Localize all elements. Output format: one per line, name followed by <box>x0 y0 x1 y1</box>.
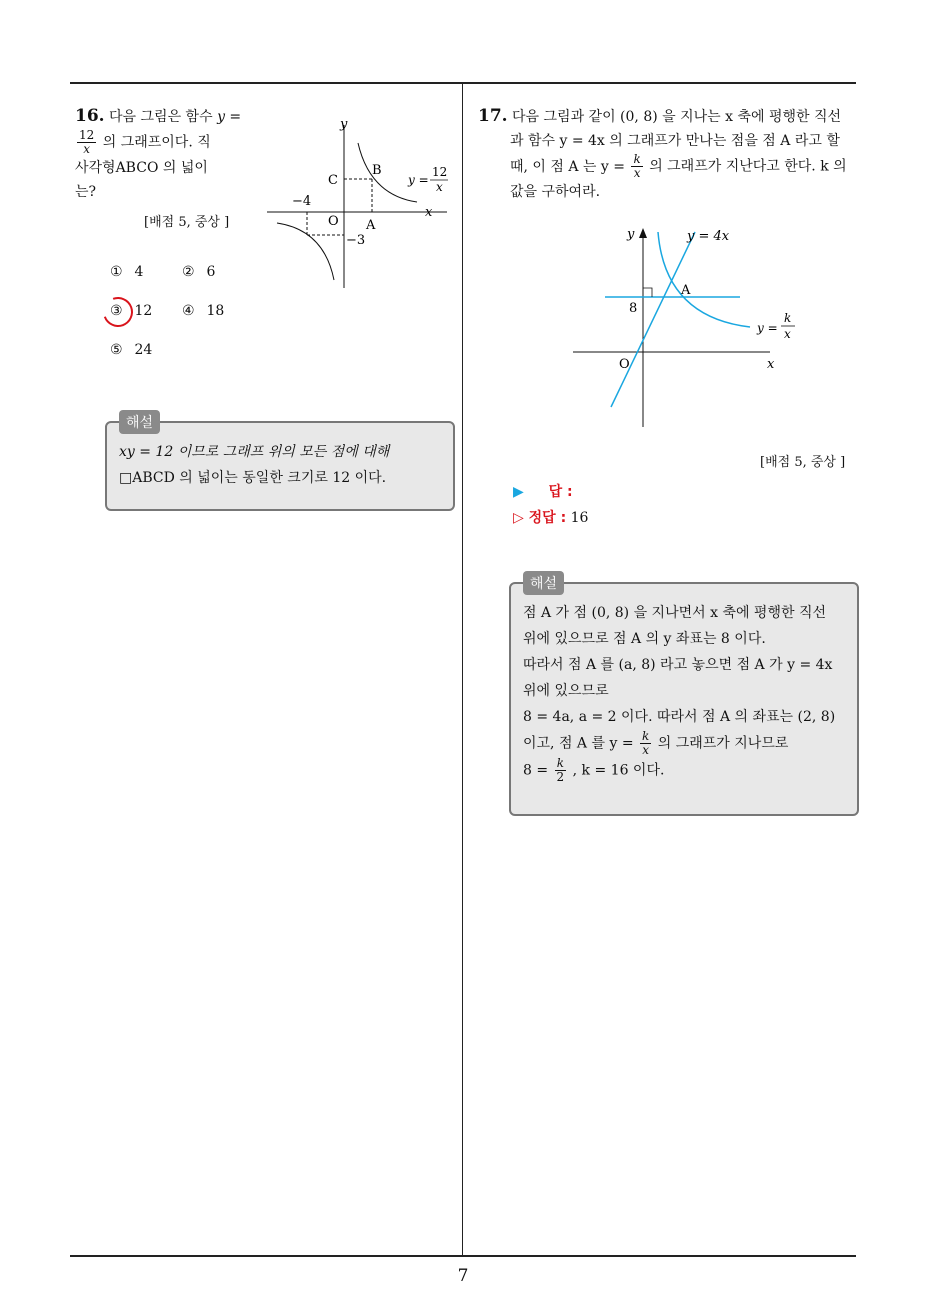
q17-explanation-line6b: 의 그래프가 지나므로 <box>657 735 789 752</box>
q16-choice-2-mark: ② <box>182 264 195 280</box>
q16-text-3: 사각형ABCO 의 넓이 <box>75 160 208 176</box>
q16-choice-1-value: 4 <box>134 264 144 280</box>
q17-explanation-frac1 <box>640 730 651 757</box>
q17-graph <box>565 222 805 432</box>
q17-fraction <box>631 153 642 180</box>
q16-label-b: B <box>372 163 382 178</box>
q16-choice-4-mark: ④ <box>182 303 195 319</box>
q17-right-angle <box>643 288 652 297</box>
q17-explanation-line6a: 이고, 점 A 를 y = <box>523 735 634 752</box>
q17-line2: 과 함수 y = 4x 의 그래프가 만나는 점을 점 A 라고 할 <box>510 133 840 149</box>
q17-label-8: 8 <box>629 301 638 316</box>
q16-choice-5-mark: ⑤ <box>110 342 123 358</box>
q16-choice-4-value: 18 <box>206 303 225 319</box>
q16-curve-q3 <box>277 223 334 280</box>
q17-explanation-frac1-num: k <box>642 729 650 743</box>
q17-explanation-line1: 점 A 가 점 (0, 8) 을 지나면서 x 축에 평행한 직선 <box>523 605 827 621</box>
q16-text-1: 다음 그림은 함수 <box>109 109 213 125</box>
q17-line3b: 의 그래프가 지난다고 한다. k 의 <box>649 158 847 175</box>
q16-score-meta: [배점 5, 중상 ] <box>144 215 230 230</box>
q17-score-meta: [배점 5, 중상 ] <box>760 455 846 470</box>
q16-label-neg3: −3 <box>346 233 366 248</box>
q16-curve-num: 12 <box>432 165 448 179</box>
q17-line-4x <box>611 232 695 407</box>
q16-eq: y = <box>217 109 242 125</box>
q16-y-label: y <box>340 117 348 132</box>
q17-explanation-frac2 <box>555 757 567 784</box>
selected-answer-circle <box>98 292 138 332</box>
q17-explanation-line2: 위에 있으므로 점 A 의 y 좌표는 8 이다. <box>523 631 766 647</box>
q16-text-4: 는? <box>75 184 97 200</box>
q17-curve-num: k <box>784 311 792 325</box>
q17-label-o: O <box>619 357 630 372</box>
q17-explanation-line7 <box>523 757 845 784</box>
q17-curve-den: x <box>784 327 791 341</box>
q17-y-arrow <box>639 228 647 238</box>
q17-explanation-line5: 8 = 4a, a = 2 이다. 따라서 점 A 의 좌표는 (2, 8) <box>523 709 836 725</box>
q16-label-o: O <box>328 214 339 229</box>
top-rule <box>70 82 856 84</box>
q16-choice-5[interactable] <box>110 342 152 358</box>
q17-line4: 값을 구하여라. <box>510 184 601 200</box>
q17-explanation-tag: 해설 <box>523 571 564 595</box>
q16-choice-2-value: 6 <box>206 264 216 280</box>
bottom-rule <box>70 1255 856 1257</box>
q17-label-a: A <box>681 283 691 298</box>
q16-choice-2[interactable] <box>182 264 215 280</box>
q16-explanation-box <box>105 421 455 511</box>
q16-choice-3-value: 12 <box>134 303 153 319</box>
q17-correct-label: ▷ 정답 : <box>513 510 567 526</box>
q16-fraction <box>77 129 96 156</box>
q17-explanation-frac2-num: k <box>555 757 567 771</box>
q17-y-label: y <box>627 227 635 242</box>
q16-label-neg4: −4 <box>292 194 312 209</box>
q17-line-label: y = 4x <box>687 229 730 244</box>
q17-correct-value: 16 <box>570 510 589 526</box>
q16-frac-den: x <box>83 142 91 156</box>
q16-x-label: x <box>425 205 433 220</box>
q17-line1: 다음 그림과 같이 (0, 8) 을 지나는 x 축에 평행한 직선 <box>512 109 842 125</box>
q17-explanation-line7a: 8 = <box>523 762 549 779</box>
q17-line3a: 때, 이 점 A 는 y = <box>510 158 625 175</box>
q16-question <box>75 104 255 204</box>
q16-choice-4[interactable] <box>182 303 224 319</box>
column-separator <box>462 84 463 1256</box>
q16-curve-den: x <box>436 180 443 194</box>
q16-text-2: 의 그래프이다. 직 <box>102 134 211 151</box>
q17-frac-num: k <box>633 152 641 166</box>
q16-choice-1-mark: ① <box>110 264 123 280</box>
q16-explanation-line2: □ABCD 의 넓이는 동일한 크기로 12 이다. <box>119 470 387 486</box>
q16-choice-1[interactable] <box>110 264 143 280</box>
q16-explanation-line1: xy = 12 이므로 그래프 위의 모든 점에 대해 <box>119 444 390 460</box>
q16-choice-3-mark: ③ <box>110 303 123 319</box>
q17-explanation-box <box>509 582 859 816</box>
q17-x-label: x <box>767 357 775 372</box>
q16-choice-5-value: 24 <box>134 342 153 358</box>
q17-explanation-line6 <box>523 730 845 757</box>
q17-explanation-line3: 따라서 점 A 를 (a, 8) 라고 놓으면 점 A 가 y = 4x <box>523 657 833 673</box>
q17-explanation-frac1-den: x <box>642 743 650 757</box>
q16-label-c: C <box>328 173 338 188</box>
q17-question <box>478 104 863 204</box>
q16-number: 16. <box>75 106 105 126</box>
q16-explanation-tag: 해설 <box>119 410 160 434</box>
q16-curve-label: y = <box>408 173 429 187</box>
q17-answer-label: 답 : <box>548 484 573 500</box>
q17-answer-row <box>513 481 573 501</box>
q17-correct-row <box>513 507 588 527</box>
play-arrow-icon: ▶ <box>513 484 524 500</box>
q16-graph <box>262 110 462 295</box>
q16-frac-num: 12 <box>79 128 95 142</box>
q17-number: 17. <box>478 106 508 126</box>
q17-explanation-frac2-den: 2 <box>556 770 565 784</box>
q17-explanation-line7b: , k = 16 이다. <box>572 762 665 779</box>
q17-explanation-line4: 위에 있으므로 <box>523 683 609 699</box>
q17-frac-den: x <box>633 166 641 180</box>
q17-curve-label: y = <box>757 321 778 335</box>
q16-label-a: A <box>366 218 376 233</box>
page-number: 7 <box>457 1266 469 1286</box>
